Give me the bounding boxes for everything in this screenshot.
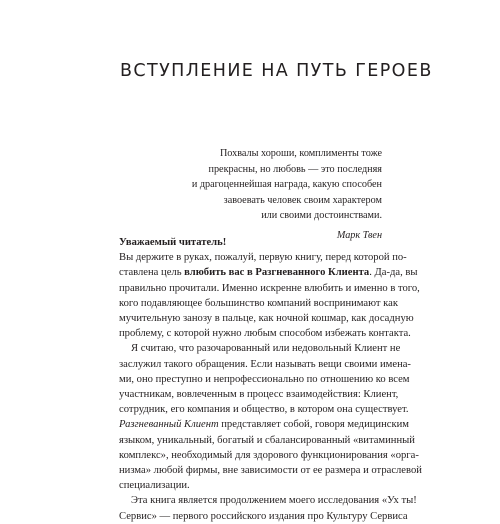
body-line: Я считаю, что разочарованный или недовольный Клиент не [131, 343, 401, 355]
salutation: Уважаемый читатель! [119, 237, 227, 248]
epigraph-line: и драгоценнейшая награда, какую способен [191, 179, 382, 191]
body-line [119, 265, 418, 280]
body-line: низма» любой фирмы, вне зависимости от ее размера и отраслевой [119, 465, 422, 477]
epigraph-line: завоевать человек своим характером [223, 194, 382, 206]
body-line: сотрудник, его компания и общество, в котором она существует. [119, 404, 409, 416]
body-line: Эта книга является продолжением моего исследования «Ух ты! [131, 495, 417, 507]
body-line: заслужил такого обращения. Если называть вещи своими имена- [119, 358, 411, 370]
body-line: проблему, с которой нужно любым способом избежать контакта. [119, 328, 411, 340]
body-text-run: представляет собой, говоря медицинским [218, 419, 409, 431]
emphasis-bold: влюбить вас в Разгневанного Клиента [184, 267, 370, 279]
body-line [119, 417, 409, 432]
body-line: мучительную занозу в пальце, как ночной кошмар, как досадную [119, 313, 414, 325]
epigraph-line: или своими достоинствами. [261, 210, 382, 222]
body-line: Вы держите в руках, пожалуй, первую книгу, перед которой по- [119, 252, 407, 264]
chapter-title: ВСТУПЛЕНИЕ НА ПУТЬ ГЕРОЕВ [120, 61, 433, 81]
epigraph-author: Марк Твен [336, 229, 382, 241]
emphasis-italic: Разгневанный Клиент [119, 419, 219, 431]
body-line: Сервис» — первого российского издания про Культуру Сервиса [119, 510, 408, 522]
epigraph-line: Похвалы хороши, комплименты тоже [219, 148, 382, 159]
body-line: специализации. [119, 480, 190, 492]
epigraph [122, 146, 382, 244]
epigraph-line: прекрасны, но любовь — это последняя [208, 163, 382, 175]
body-line: правильно прочитали. Именно искренне влюбить и именно в того, [119, 282, 420, 294]
body-line: ми, оно преступно и непрофессионально по отношению ко всем [119, 373, 410, 385]
body-text-run: . Да-да, вы [369, 267, 418, 279]
body-line: языком, уникальный, богатый и сбалансированный «витаминный [119, 434, 415, 446]
body-text-run: ставлена цель [119, 267, 185, 279]
body-line: комплекс», необходимый для здорового функционирования «орга- [119, 449, 419, 461]
body-line: кого подавляющее большинство компаний воспринимают как [119, 297, 399, 309]
body-line: участникам, вовлеченным в процесс взаимодействия: Клиент, [119, 389, 399, 401]
